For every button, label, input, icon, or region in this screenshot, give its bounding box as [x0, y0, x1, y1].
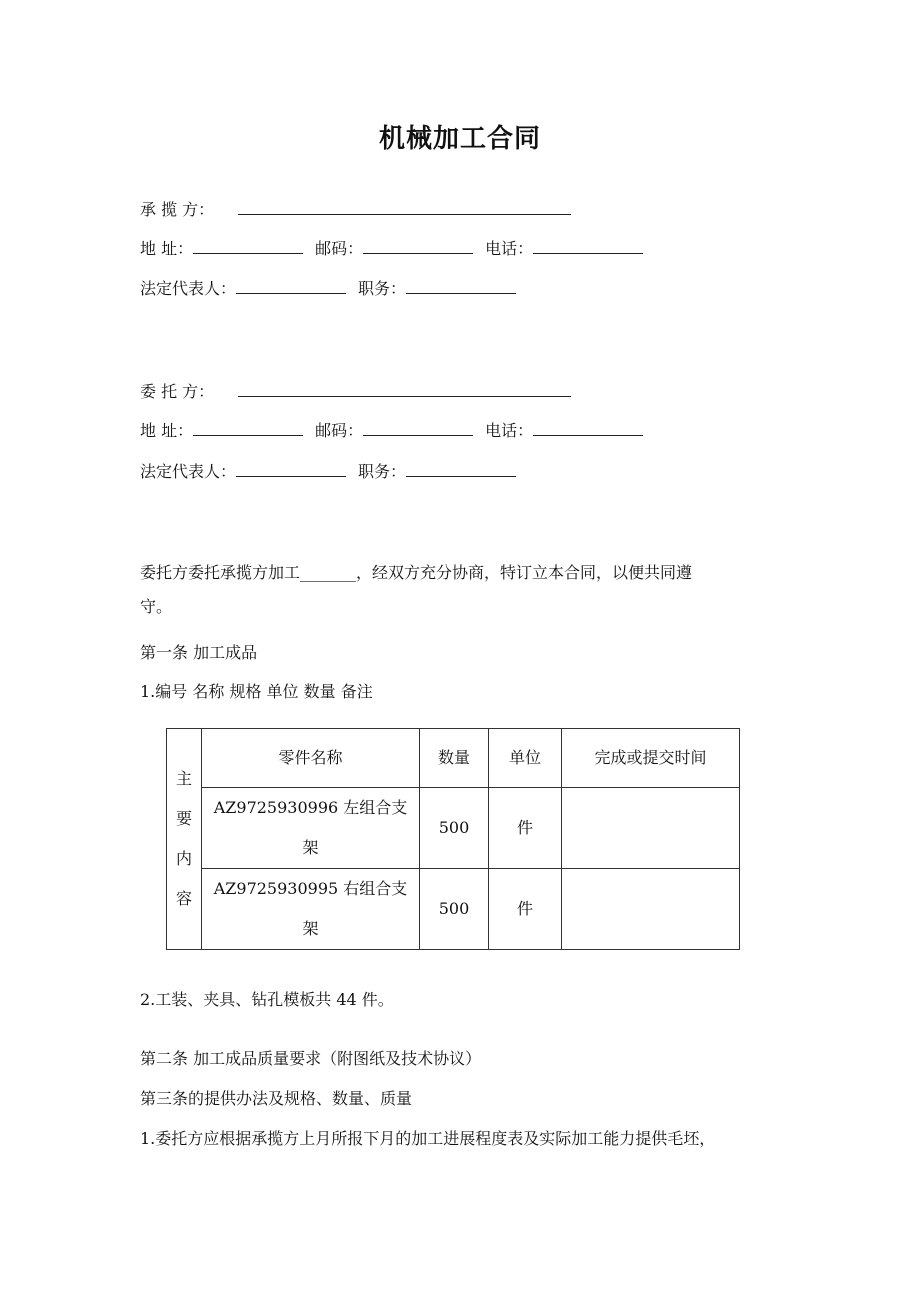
- contractor-address-label: 地 址：: [140, 239, 194, 258]
- intro-paragraph: [140, 556, 780, 624]
- contractor-position-label: 职务：: [358, 279, 407, 298]
- table-row: [167, 788, 740, 869]
- items-table: [166, 728, 740, 950]
- header-completion-time: 完成或提交时间: [562, 729, 740, 788]
- part-name-line-2: 架: [302, 919, 319, 938]
- contractor-address-line: [140, 237, 643, 261]
- article-1-heading: 第一条 加工成品: [140, 643, 258, 662]
- contractor-rep-label: 法定代表人：: [140, 279, 237, 298]
- contractor-rep-line: [140, 277, 516, 301]
- part-name-line-1: AZ9725930996 左组合支: [213, 798, 408, 817]
- client-rep-blank[interactable]: [236, 460, 346, 477]
- article-2-heading: 第二条 加工成品质量要求（附图纸及技术协议）: [140, 1049, 482, 1068]
- part-name-line-2: 架: [302, 838, 319, 857]
- part-name-line-1: AZ9725930995 右组合支: [213, 879, 408, 898]
- contractor-position-blank[interactable]: [406, 277, 516, 294]
- client-phone-blank[interactable]: [533, 419, 643, 436]
- client-name-line: [140, 380, 571, 404]
- completion-time-cell[interactable]: [562, 788, 740, 869]
- table-row: [167, 869, 740, 950]
- side-char-4: 容: [175, 889, 192, 908]
- contractor-rep-blank[interactable]: [236, 277, 346, 294]
- unit-cell: 件: [489, 788, 562, 869]
- contractor-address-blank[interactable]: [193, 237, 303, 254]
- client-address-blank[interactable]: [193, 419, 303, 436]
- part-name-cell: [202, 788, 420, 869]
- unit-cell: 件: [489, 869, 562, 950]
- contractor-name-blank[interactable]: [238, 198, 571, 215]
- side-label-cell: [167, 729, 202, 950]
- contractor-postcode-blank[interactable]: [363, 237, 473, 254]
- client-position-blank[interactable]: [406, 460, 516, 477]
- article-3-heading: 第三条的提供办法及规格、数量、质量: [140, 1089, 413, 1108]
- client-postcode-label: 邮码：: [315, 421, 364, 440]
- header-quantity: 数量: [420, 729, 489, 788]
- item-1-header: 1.编号 名称 规格 单位 数量 备注: [140, 682, 373, 701]
- side-char-3: 内: [175, 849, 192, 868]
- contractor-label: 承 揽 方：: [140, 200, 215, 219]
- quantity-cell: 500: [420, 788, 489, 869]
- side-char-2: 要: [175, 809, 192, 828]
- intro-line-2: 守。: [140, 597, 173, 616]
- client-address-line: [140, 419, 643, 443]
- client-label: 委 托 方：: [140, 382, 215, 401]
- page-title: 机械加工合同: [378, 124, 541, 154]
- contractor-postcode-label: 邮码：: [315, 239, 364, 258]
- header-unit: 单位: [489, 729, 562, 788]
- contractor-phone-label: 电话：: [485, 239, 534, 258]
- client-rep-label: 法定代表人：: [140, 462, 237, 481]
- client-address-label: 地 址：: [140, 421, 194, 440]
- client-rep-line: [140, 460, 516, 484]
- item-2: 2.工装、夹具、钻孔模板共 44 件。: [140, 990, 394, 1009]
- table-header-row: [167, 729, 740, 788]
- intro-line-1: 委托方委托承揽方加工_______，经双方充分协商，特订立本合同，以便共同遵: [140, 563, 693, 582]
- client-position-label: 职务：: [358, 462, 407, 481]
- part-name-cell: [202, 869, 420, 950]
- side-char-1: 主: [175, 769, 192, 788]
- contractor-phone-blank[interactable]: [533, 237, 643, 254]
- client-phone-label: 电话：: [485, 421, 534, 440]
- quantity-cell: 500: [420, 869, 489, 950]
- header-part-name: 零件名称: [202, 729, 420, 788]
- contractor-name-line: [140, 198, 571, 222]
- client-name-blank[interactable]: [238, 380, 571, 397]
- article-3-item-1: 1.委托方应根据承揽方上月所报下月的加工进展程度表及实际加工能力提供毛坯，: [140, 1129, 716, 1148]
- completion-time-cell[interactable]: [562, 869, 740, 950]
- client-postcode-blank[interactable]: [363, 419, 473, 436]
